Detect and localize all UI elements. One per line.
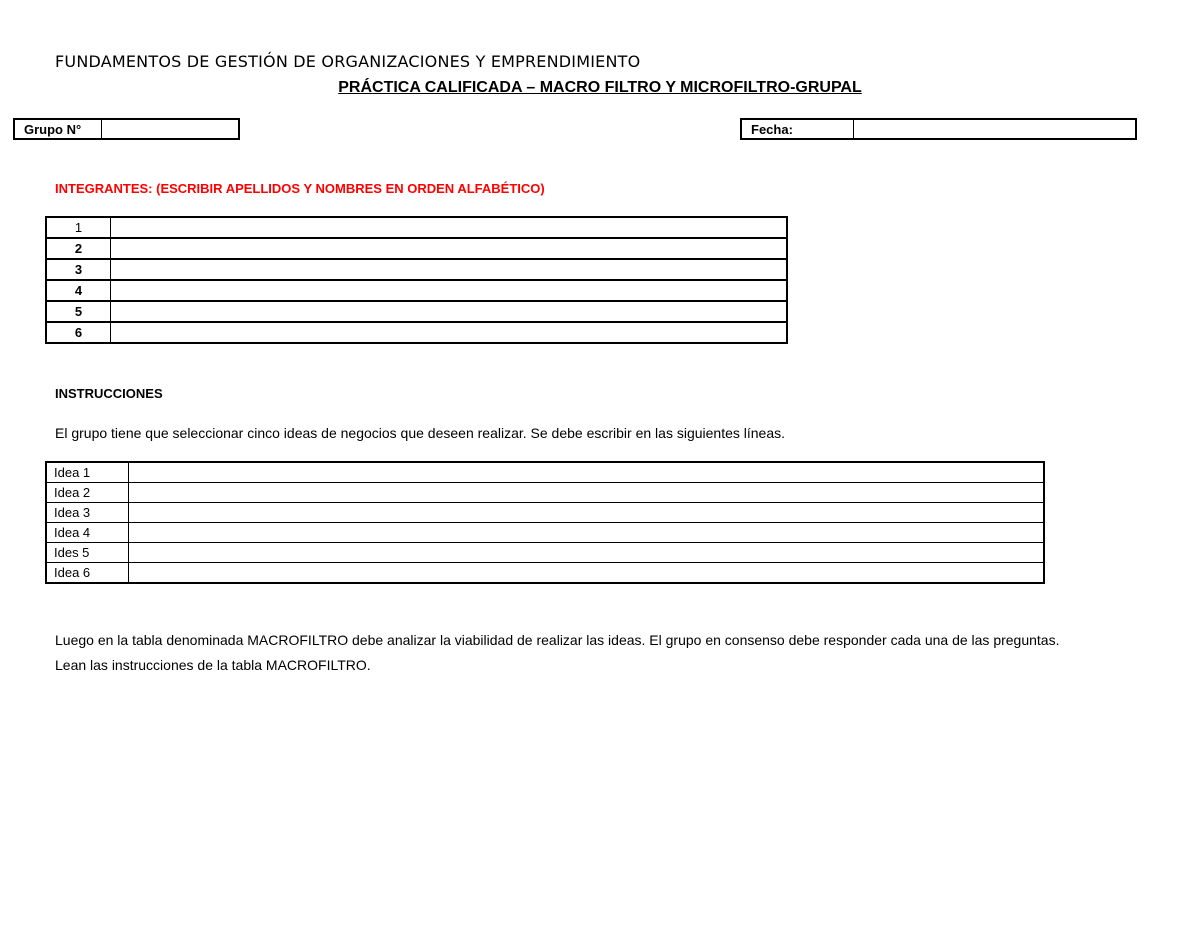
member-number: 2: [46, 238, 111, 259]
date-field: [740, 118, 1137, 140]
member-number: 5: [46, 301, 111, 322]
member-name-cell[interactable]: [111, 238, 788, 259]
instructions-text: El grupo tiene que seleccionar cinco ideas de negocios que deseen realizar. Se debe escribir en las siguientes líneas.: [55, 425, 786, 441]
closing-instructions: [55, 628, 1059, 678]
table-row: [46, 563, 1044, 584]
date-value[interactable]: [854, 120, 1135, 138]
idea-value-cell[interactable]: [129, 523, 1045, 543]
member-name-cell[interactable]: [111, 301, 788, 322]
table-row: [46, 523, 1044, 543]
instructions-heading: INSTRUCCIONES: [55, 386, 163, 401]
table-row: [46, 543, 1044, 563]
group-number-field: [13, 118, 240, 140]
table-row: [46, 238, 787, 259]
table-row: [46, 259, 787, 280]
idea-value-cell[interactable]: [129, 563, 1045, 584]
table-row: [46, 280, 787, 301]
group-number-label: Grupo N°: [15, 120, 102, 138]
member-number: 3: [46, 259, 111, 280]
idea-value-cell[interactable]: [129, 503, 1045, 523]
idea-label: Idea 2: [46, 483, 129, 503]
idea-value-cell[interactable]: [129, 483, 1045, 503]
practice-title: PRÁCTICA CALIFICADA – MACRO FILTRO Y MICROFILTRO-GRUPAL: [338, 79, 862, 96]
closing-line-2: Lean las instrucciones de la tabla MACROFILTRO.: [55, 657, 371, 673]
member-name-cell[interactable]: [111, 259, 788, 280]
table-row: [46, 217, 787, 238]
table-row: [46, 301, 787, 322]
members-label: INTEGRANTES: (ESCRIBIR APELLIDOS Y NOMBRES EN ORDEN ALFABÉTICO): [55, 181, 545, 196]
idea-label: Idea 6: [46, 563, 129, 584]
member-number: 1: [46, 217, 111, 238]
member-name-cell[interactable]: [111, 322, 788, 343]
idea-label: Idea 3: [46, 503, 129, 523]
member-name-cell[interactable]: [111, 217, 788, 238]
closing-line-1: Luego en la tabla denominada MACROFILTRO debe analizar la viabilidad de realizar las ideas. El grupo en consenso debe responder cada una de las preguntas.: [55, 632, 1060, 648]
table-row: [46, 462, 1044, 483]
idea-value-cell[interactable]: [129, 462, 1045, 483]
member-number: 4: [46, 280, 111, 301]
table-row: [46, 483, 1044, 503]
idea-label: Ides 5: [46, 543, 129, 563]
member-number: 6: [46, 322, 111, 343]
ideas-table: [45, 461, 1045, 584]
table-row: [46, 322, 787, 343]
idea-label: Idea 1: [46, 462, 129, 483]
group-number-value[interactable]: [102, 120, 238, 138]
members-table: [45, 216, 788, 344]
idea-label: Idea 4: [46, 523, 129, 543]
course-title: FUNDAMENTOS DE GESTIÓN DE ORGANIZACIONES Y EMPRENDIMIENTO: [55, 52, 641, 71]
table-row: [46, 503, 1044, 523]
date-label: Fecha:: [742, 120, 854, 138]
member-name-cell[interactable]: [111, 280, 788, 301]
idea-value-cell[interactable]: [129, 543, 1045, 563]
